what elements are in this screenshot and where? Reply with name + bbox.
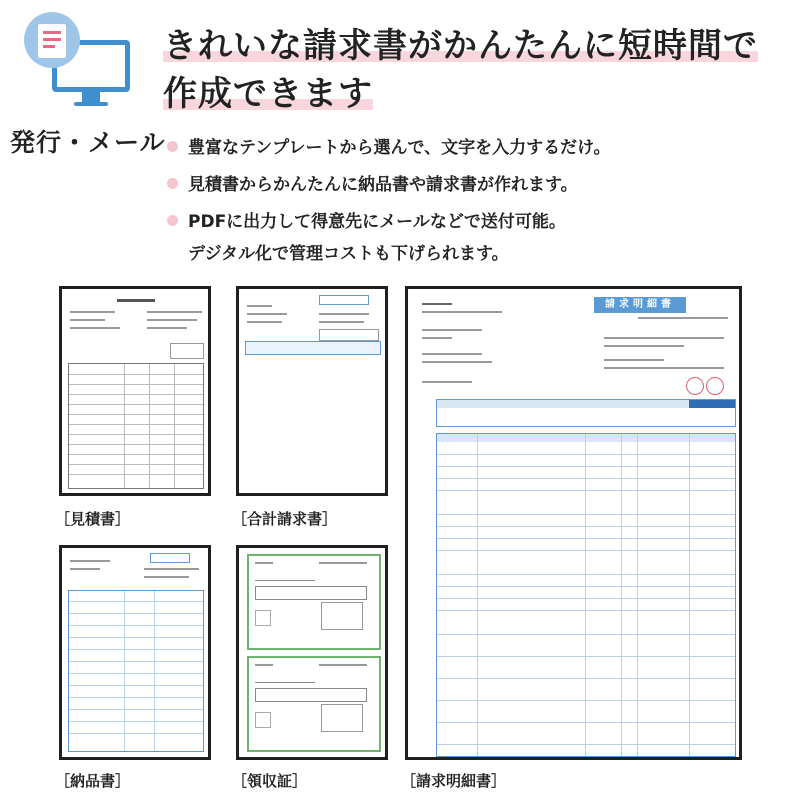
delivery-caption: ［納品書］	[55, 772, 131, 790]
delivery-document-thumbnail	[59, 545, 211, 760]
total-invoice-document-thumbnail	[236, 286, 388, 496]
feature-bullet-3-cont: デジタル化で管理コストも下げられます。	[188, 244, 509, 264]
feature-bullet-3: PDFに出力して得意先にメールなどで送付可能。	[167, 207, 566, 232]
detail-invoice-title: 請求明細書	[594, 297, 686, 313]
headline-line-1: きれいな請求書がかんたんに短時間で	[163, 26, 758, 66]
bullet-dot-icon	[167, 178, 178, 189]
feature-bullet-2: 見積書からかんたんに納品書や請求書が作れます。	[167, 170, 578, 195]
headline-line-2: 作成できます	[163, 74, 373, 114]
estimate-caption: ［見積書］	[55, 510, 131, 528]
total-invoice-caption: ［合計請求書］	[232, 510, 338, 528]
bullet-dot-icon	[167, 141, 178, 152]
receipt-caption: ［領収証］	[232, 772, 308, 790]
estimate-document-thumbnail	[59, 286, 211, 496]
detail-invoice-caption: ［請求明細書］	[401, 772, 507, 790]
receipt-document-thumbnail	[236, 545, 388, 760]
monitor-document-icon	[22, 10, 134, 110]
section-label: 発行・メール	[10, 128, 166, 157]
detail-invoice-document-thumbnail	[405, 286, 742, 760]
feature-bullet-1: 豊富なテンプレートから選んで、文字を入力するだけ。	[167, 133, 610, 158]
bullet-dot-icon	[167, 215, 178, 226]
